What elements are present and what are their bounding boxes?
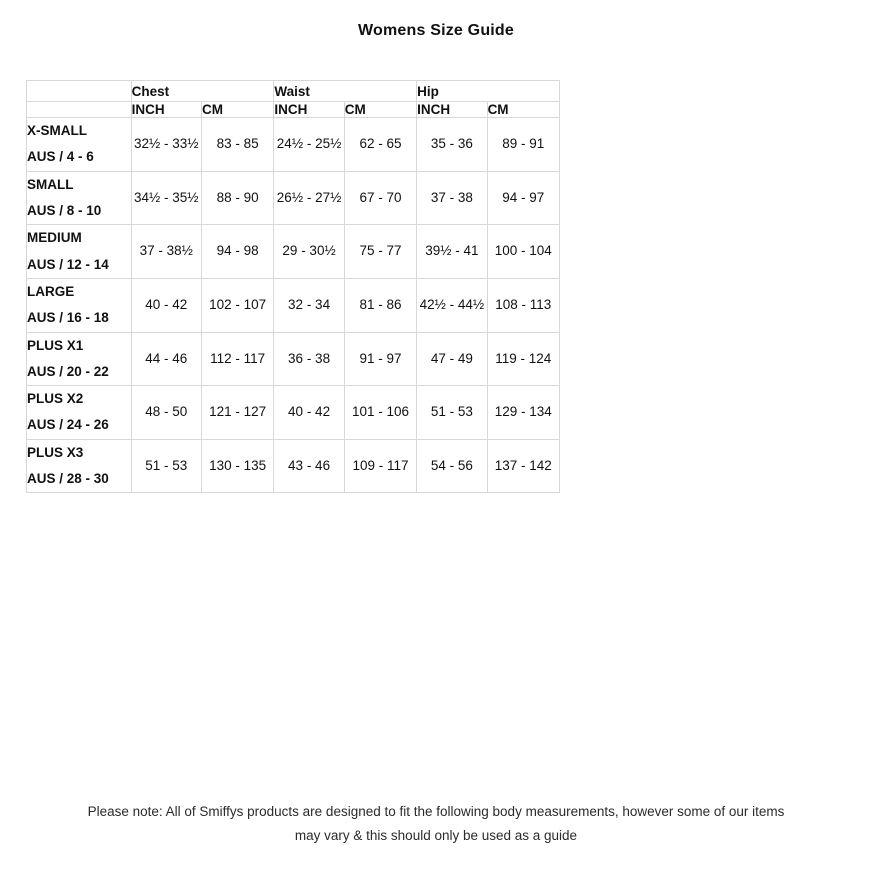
cell-waist-cm: 109 - 117 (344, 439, 416, 493)
size-aus: AUS / 8 - 10 (27, 202, 102, 218)
size-name: PLUS X2 (27, 391, 84, 407)
cell-hip-cm: 100 - 104 (487, 225, 559, 279)
cell-chest-cm: 121 - 127 (201, 386, 273, 440)
cell-hip-inch: 37 - 38 (417, 171, 487, 225)
size-name: MEDIUM (27, 230, 82, 246)
row-size-label (27, 386, 132, 440)
table-row (27, 171, 560, 225)
size-guide-table-wrapper (26, 80, 560, 493)
cell-waist-cm: 101 - 106 (344, 386, 416, 440)
cell-chest-inch: 44 - 46 (131, 332, 201, 386)
cell-hip-inch: 51 - 53 (417, 386, 487, 440)
cell-waist-cm: 62 - 65 (344, 118, 416, 172)
cell-hip-cm: 129 - 134 (487, 386, 559, 440)
cell-chest-cm: 102 - 107 (201, 278, 273, 332)
cell-chest-inch: 40 - 42 (131, 278, 201, 332)
row-size-label (27, 118, 132, 172)
table-row (27, 332, 560, 386)
page-title: Womens Size Guide (357, 22, 515, 39)
group-header-row (27, 81, 560, 102)
cell-chest-cm: 130 - 135 (201, 439, 273, 493)
row-size-label (27, 278, 132, 332)
cell-chest-inch: 51 - 53 (131, 439, 201, 493)
header-blank-corner (27, 81, 132, 102)
cell-waist-inch: 36 - 38 (274, 332, 344, 386)
size-name: PLUS X1 (27, 337, 84, 353)
footnote-line-2: may vary & this should only be used as a guide (294, 827, 578, 843)
header-group-chest: Chest (131, 81, 274, 102)
cell-hip-cm: 89 - 91 (487, 118, 559, 172)
table-body (27, 118, 560, 493)
cell-hip-cm: 108 - 113 (487, 278, 559, 332)
cell-hip-cm: 137 - 142 (487, 439, 559, 493)
cell-chest-inch: 37 - 38½ (131, 225, 201, 279)
footnote-line-1: Please note: All of Smiffys products are designed to fit the following body measurements, however some of our items (87, 804, 785, 819)
size-aus: AUS / 16 - 18 (27, 310, 109, 326)
cell-chest-inch: 32½ - 33½ (131, 118, 201, 172)
cell-hip-cm: 119 - 124 (487, 332, 559, 386)
size-aus: AUS / 20 - 22 (27, 363, 109, 379)
cell-waist-cm: 67 - 70 (344, 171, 416, 225)
row-size-label (27, 225, 132, 279)
header-waist-cm: CM (344, 102, 416, 118)
cell-waist-inch: 40 - 42 (274, 386, 344, 440)
header-blank-corner-2 (27, 102, 132, 118)
row-size-label (27, 439, 132, 493)
cell-chest-cm: 83 - 85 (201, 118, 273, 172)
size-name: X-SMALL (27, 123, 87, 138)
size-aus: AUS / 24 - 26 (27, 417, 109, 433)
row-size-label (27, 332, 132, 386)
cell-hip-inch: 39½ - 41 (417, 225, 487, 279)
cell-waist-inch: 24½ - 25½ (274, 118, 344, 172)
cell-chest-cm: 112 - 117 (201, 332, 273, 386)
cell-waist-inch: 43 - 46 (274, 439, 344, 493)
size-aus: AUS / 4 - 6 (27, 149, 94, 165)
table-row (27, 386, 560, 440)
size-aus: AUS / 12 - 14 (27, 256, 109, 272)
header-group-waist: Waist (274, 81, 417, 102)
footnote (0, 800, 872, 847)
cell-waist-cm: 75 - 77 (344, 225, 416, 279)
cell-hip-cm: 94 - 97 (487, 171, 559, 225)
table-row (27, 278, 560, 332)
size-aus: AUS / 28 - 30 (27, 471, 109, 487)
cell-waist-cm: 81 - 86 (344, 278, 416, 332)
cell-waist-inch: 26½ - 27½ (274, 171, 344, 225)
cell-chest-cm: 94 - 98 (201, 225, 273, 279)
table-row (27, 118, 560, 172)
cell-chest-inch: 34½ - 35½ (131, 171, 201, 225)
cell-waist-cm: 91 - 97 (344, 332, 416, 386)
header-hip-cm: CM (487, 102, 559, 118)
table-head (27, 81, 560, 118)
size-name: LARGE (27, 283, 75, 299)
size-guide-table (26, 80, 560, 493)
header-chest-cm: CM (201, 102, 273, 118)
size-name: PLUS X3 (27, 444, 84, 460)
unit-header-row (27, 102, 560, 118)
cell-hip-inch: 54 - 56 (417, 439, 487, 493)
header-chest-inch: INCH (131, 102, 201, 118)
cell-hip-inch: 42½ - 44½ (417, 278, 487, 332)
row-size-label (27, 171, 132, 225)
size-name: SMALL (27, 176, 74, 192)
table-row (27, 439, 560, 493)
header-group-hip: Hip (417, 81, 560, 102)
cell-chest-inch: 48 - 50 (131, 386, 201, 440)
table-row (27, 225, 560, 279)
cell-waist-inch: 32 - 34 (274, 278, 344, 332)
cell-chest-cm: 88 - 90 (201, 171, 273, 225)
header-hip-inch: INCH (417, 102, 487, 118)
header-waist-inch: INCH (274, 102, 344, 118)
cell-waist-inch: 29 - 30½ (274, 225, 344, 279)
cell-hip-inch: 47 - 49 (417, 332, 487, 386)
cell-hip-inch: 35 - 36 (417, 118, 487, 172)
